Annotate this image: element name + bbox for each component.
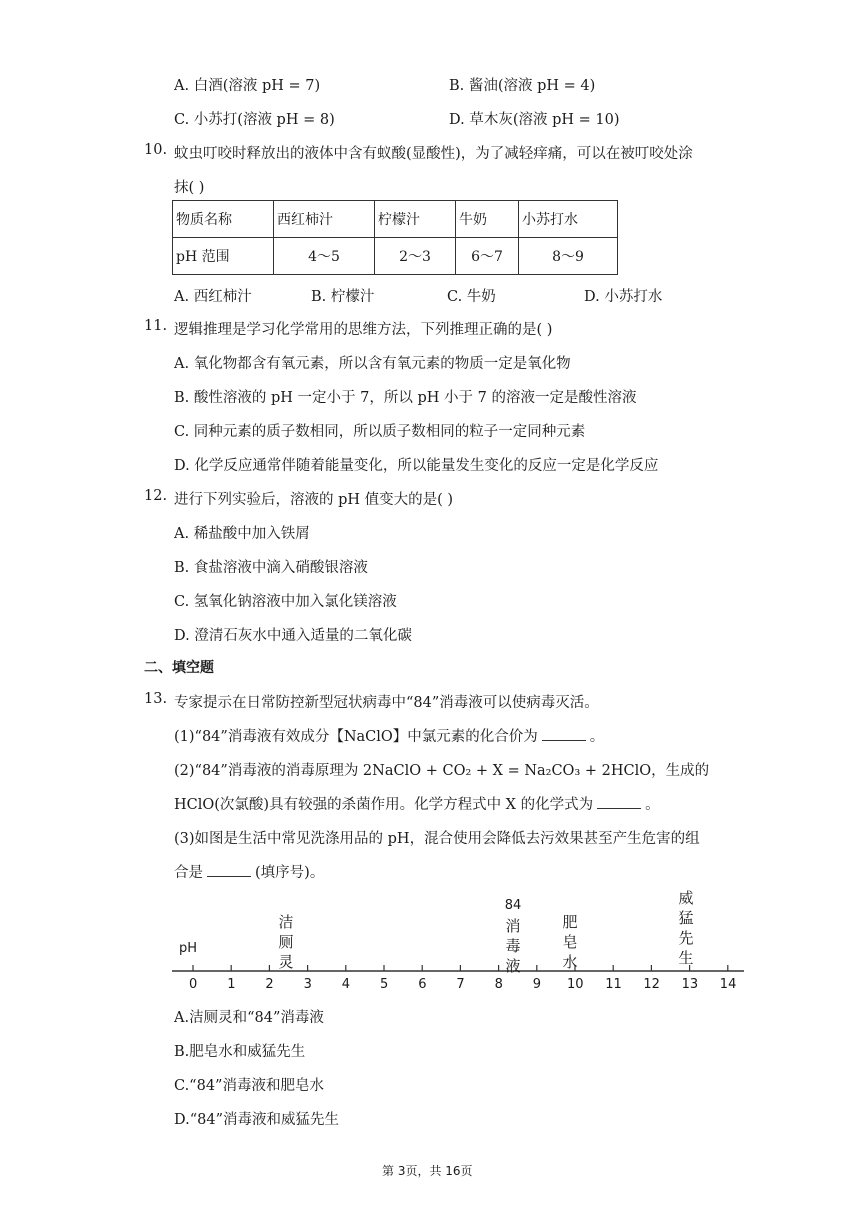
section-title: 二、填空题 bbox=[144, 660, 214, 676]
product-label-jiecelin: 洁 厕 灵 bbox=[278, 913, 294, 971]
q13-part3-line2 bbox=[174, 861, 324, 882]
ph-tick-label: 4 bbox=[341, 977, 351, 992]
q11-option-c: C. 同种元素的质子数相同，所以质子数相同的粒子一定同种元素 bbox=[174, 424, 586, 440]
q9-option-b: B. 酱油(溶液 pH = 4) bbox=[449, 78, 596, 94]
ph-tick-label: 11 bbox=[605, 977, 622, 992]
q13-part2-end: 。 bbox=[645, 797, 660, 813]
ph-tick-label: 7 bbox=[456, 977, 465, 992]
q11-option-d: D. 化学反应通常伴随着能量变化，所以能量发生变化的反应一定是化学反应 bbox=[174, 458, 659, 474]
q10-stem-line1: 蚊虫叮咬时释放出的液体中含有蚁酸(显酸性)，为了减轻痒痛，可以在被叮咬处涂 bbox=[174, 146, 693, 162]
q9-option-d: D. 草木灰(溶液 pH = 10) bbox=[449, 112, 620, 128]
q9-option-a: A. 白酒(溶液 pH = 7) bbox=[174, 78, 321, 94]
ph-tick-label: 14 bbox=[719, 977, 737, 992]
ph-tick-label: 8 bbox=[494, 977, 503, 992]
q13-number: 13. bbox=[144, 691, 168, 707]
ph-tick-label: 3 bbox=[303, 977, 312, 992]
q13-part2-line2 bbox=[174, 793, 660, 814]
q13-part2-line1: (2)“84”消毒液的消毒原理为 2NaClO + CO₂ + X = Na₂CO₃ + 2HClO，生成的 bbox=[174, 763, 710, 779]
table-cell: 牛奶 bbox=[456, 201, 519, 238]
q9-option-c: C. 小苏打(溶液 pH = 8) bbox=[174, 112, 335, 128]
ph-axis-label: pH bbox=[179, 941, 198, 956]
ph-tick-label: 5 bbox=[380, 977, 389, 992]
product-label-feizaoshui: 肥 皂 水 bbox=[562, 913, 578, 971]
q12-option-d: D. 澄清石灰水中通入适量的二氧化碳 bbox=[174, 628, 412, 644]
q10-number: 10. bbox=[144, 142, 168, 158]
q13-part3-end: (填序号)。 bbox=[255, 865, 325, 881]
ph-tick-label: 6 bbox=[418, 977, 427, 992]
ph-tick-label: 1 bbox=[227, 977, 236, 992]
q13-stem: 专家提示在日常防控新型冠状病毒中“84”消毒液可以使病毒灭活。 bbox=[174, 695, 599, 711]
q10-option-c: C. 牛奶 bbox=[447, 289, 496, 305]
table-cell: 6～7 bbox=[456, 238, 519, 275]
table-header-row bbox=[173, 201, 618, 238]
table-cell: 西红柿汁 bbox=[274, 201, 375, 238]
q11-number: 11. bbox=[144, 318, 168, 334]
table-cell: 2～3 bbox=[375, 238, 456, 275]
q13-part1-end: 。 bbox=[589, 729, 605, 745]
q11-stem: 逻辑推理是学习化学常用的思维方法，下列推理正确的是( ) bbox=[174, 322, 553, 338]
table-cell: 8～9 bbox=[519, 238, 618, 275]
ph-tick-label: 0 bbox=[189, 977, 198, 992]
table-cell: 柠檬汁 bbox=[375, 201, 456, 238]
q13-part2-text: HClO(次氯酸)具有较强的杀菌作用。化学方程式中 X 的化学式为 bbox=[174, 797, 594, 813]
page-footer: 第 3页，共 16页 bbox=[382, 1164, 473, 1178]
q10-option-b: B. 柠檬汁 bbox=[311, 289, 375, 305]
table-row bbox=[173, 238, 618, 275]
table-cell: 物质名称 bbox=[173, 201, 274, 238]
q13-part1 bbox=[174, 725, 604, 746]
q13-option-c: C.“84”消毒液和肥皂水 bbox=[174, 1078, 324, 1094]
q13-part3-line1: (3)如图是生活中常见洗涤用品的 pH，混合使用会降低去污效果甚至产生危害的组 bbox=[174, 831, 700, 847]
product-label-84: 84 消 毒 液 bbox=[504, 898, 522, 975]
q11-option-a: A. 氧化物都含有氧元素，所以含有氧元素的物质一定是氧化物 bbox=[174, 356, 571, 372]
table-cell: 4～5 bbox=[274, 238, 375, 275]
table-cell: pH 范围 bbox=[173, 238, 274, 275]
ph-tick-label: 2 bbox=[265, 977, 274, 992]
q10-option-a: A. 西红柿汁 bbox=[174, 289, 252, 305]
answer-blank bbox=[597, 794, 641, 809]
answer-blank bbox=[207, 862, 251, 877]
q13-option-d: D.“84”消毒液和威猛先生 bbox=[174, 1112, 339, 1128]
q12-number: 12. bbox=[144, 488, 168, 504]
ph-tick-label: 10 bbox=[567, 977, 584, 992]
q11-option-b: B. 酸性溶液的 pH 一定小于 7，所以 pH 小于 7 的溶液一定是酸性溶液 bbox=[174, 390, 637, 406]
q13-part3-text: 合是 bbox=[174, 865, 203, 881]
answer-blank bbox=[542, 726, 586, 741]
ph-range-table bbox=[172, 200, 618, 275]
ph-tick-label: 12 bbox=[643, 977, 660, 992]
q12-option-c: C. 氢氧化钠溶液中加入氯化镁溶液 bbox=[174, 594, 397, 610]
q10-stem-line2: 抹( ) bbox=[174, 180, 205, 196]
table-cell: 小苏打水 bbox=[519, 201, 618, 238]
q10-option-d: D. 小苏打水 bbox=[584, 289, 663, 305]
ph-tick-label: 9 bbox=[532, 977, 542, 992]
q13-option-b: B.肥皂水和威猛先生 bbox=[174, 1044, 306, 1060]
q12-stem: 进行下列实验后，溶液的 pH 值变大的是( ) bbox=[174, 492, 454, 508]
q12-option-a: A. 稀盐酸中加入铁屑 bbox=[174, 526, 310, 542]
q12-option-b: B. 食盐溶液中滴入硝酸银溶液 bbox=[174, 560, 368, 576]
product-label-weimeng: 威 猛 先 生 bbox=[678, 889, 694, 967]
q13-option-a: A.洁厕灵和“84”消毒液 bbox=[174, 1010, 324, 1026]
ph-tick-label: 13 bbox=[681, 977, 699, 992]
q13-part1-text: (1)“84”消毒液有效成分【NaClO】中氯元素的化合价为 bbox=[174, 729, 538, 745]
